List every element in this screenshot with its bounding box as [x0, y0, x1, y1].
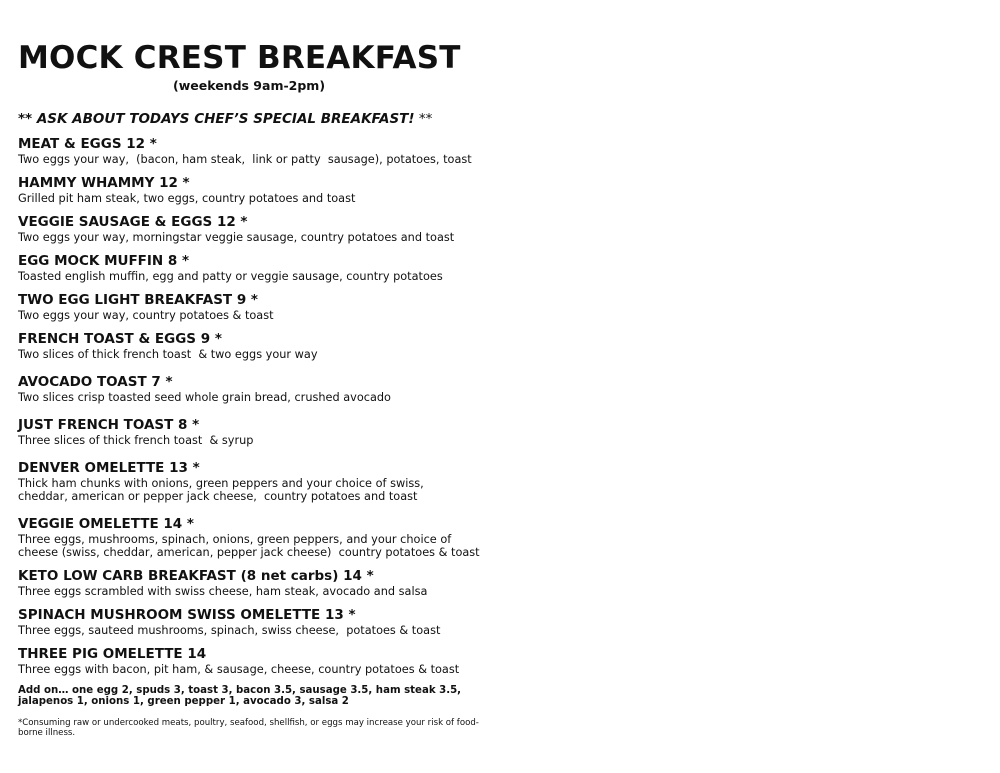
menu-item-description: Toasted english muffin, egg and patty or veggie sausage, country potatoes: [18, 270, 443, 283]
menu-item-description: Two slices of thick french toast & two eggs your way: [18, 348, 318, 361]
menu-item: [18, 253, 488, 283]
menu-item-name: MEAT & EGGS 12 *: [18, 136, 157, 152]
menu-item-name: JUST FRENCH TOAST 8 *: [18, 417, 200, 433]
menu-page: [18, 38, 488, 738]
menu-item: [18, 607, 488, 637]
menu-title: MOCK CREST BREAKFAST: [18, 40, 461, 76]
menu-item-name: TWO EGG LIGHT BREAKFAST 9 *: [18, 292, 258, 308]
food-safety-disclaimer: *Consuming raw or undercooked meats, poultry, seafood, shellfish, or eggs may increase your risk of food-borne illness.: [18, 718, 479, 738]
menu-item-name: VEGGIE OMELETTE 14 *: [18, 516, 194, 532]
add-ons-list: Add on… one egg 2, spuds 3, toast 3, bacon 3.5, sausage 3.5, ham steak 3.5, jalapenos 1, onions 1, green pepper 1, avocado 3, salsa 2: [18, 685, 462, 707]
menu-item-name: VEGGIE SAUSAGE & EGGS 12 *: [18, 214, 248, 230]
menu-item: [18, 214, 488, 244]
menu-item-name: KETO LOW CARB BREAKFAST (8 net carbs) 14 *: [18, 568, 374, 584]
chef-special-note: [18, 110, 488, 128]
chef-special-text: ** ASK ABOUT TODAYS CHEF’S SPECIAL BREAKFAST!: [18, 111, 415, 127]
menu-item: [18, 417, 488, 447]
menu-items: [18, 136, 488, 676]
menu-item-description: Two slices crisp toasted seed whole grain bread, crushed avocado: [18, 391, 391, 404]
menu-item-description: Two eggs your way, (bacon, ham steak, link or patty sausage), potatoes, toast: [18, 153, 472, 166]
menu-item-description: Thick ham chunks with onions, green peppers and your choice of swiss, cheddar, american or pepper jack cheese, country potatoes and toast: [18, 477, 424, 503]
menu-item: [18, 292, 488, 322]
menu-item: [18, 646, 488, 676]
menu-item-description: Three slices of thick french toast & syrup: [18, 434, 254, 447]
menu-item-description: Three eggs scrambled with swiss cheese, ham steak, avocado and salsa: [18, 585, 428, 598]
menu-item: [18, 331, 488, 361]
menu-item: [18, 136, 488, 166]
menu-item-name: THREE PIG OMELETTE 14: [18, 646, 207, 662]
menu-item-description: Grilled pit ham steak, two eggs, country potatoes and toast: [18, 192, 356, 205]
chef-special-stars: **: [414, 111, 433, 127]
menu-item: [18, 374, 488, 404]
menu-item-description: Three eggs, mushrooms, spinach, onions, green peppers, and your choice of cheese (swiss, cheddar, american, pepper jack cheese) country potatoes & toast: [18, 533, 480, 559]
menu-item-name: FRENCH TOAST & EGGS 9 *: [18, 331, 222, 347]
menu-item-description: Two eggs your way, morningstar veggie sausage, country potatoes and toast: [18, 231, 455, 244]
menu-item: [18, 568, 488, 598]
menu-item-description: Three eggs, sauteed mushrooms, spinach, swiss cheese, potatoes & toast: [18, 624, 441, 637]
menu-item-name: AVOCADO TOAST 7 *: [18, 374, 173, 390]
menu-item-name: SPINACH MUSHROOM SWISS OMELETTE 13 *: [18, 607, 356, 623]
menu-item-name: DENVER OMELETTE 13 *: [18, 460, 200, 476]
menu-item-name: HAMMY WHAMMY 12 *: [18, 175, 190, 191]
menu-hours: (weekends 9am-2pm): [173, 78, 326, 93]
menu-item: [18, 175, 488, 205]
menu-item: [18, 460, 488, 503]
menu-item: [18, 516, 488, 559]
menu-item-description: Three eggs with bacon, pit ham, & sausage, cheese, country potatoes & toast: [18, 663, 460, 676]
menu-item-name: EGG MOCK MUFFIN 8 *: [18, 253, 190, 269]
menu-item-description: Two eggs your way, country potatoes & toast: [18, 309, 274, 322]
